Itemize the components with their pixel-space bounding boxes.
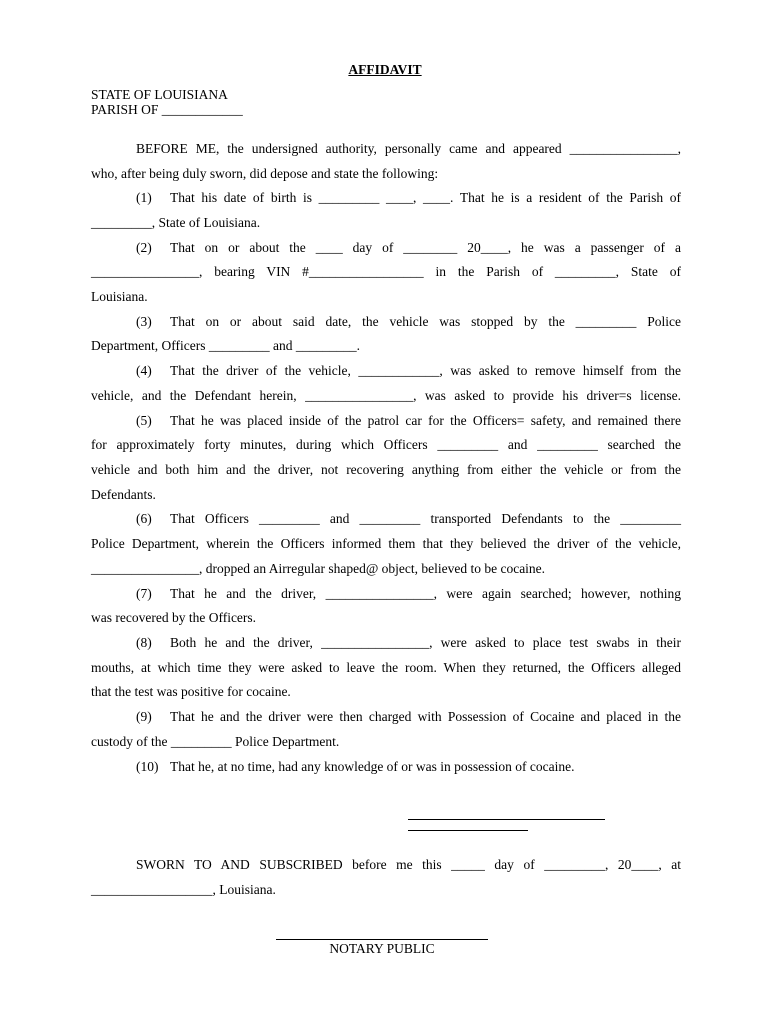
item-6-line-2: Police Department, wherein the Officers informed them that they believed the driver of the vehicle, [91, 536, 681, 551]
item-number: (4) [136, 363, 152, 378]
item-7-line-2: was recovered by the Officers. [91, 610, 257, 625]
item-number: (7) [136, 586, 152, 601]
item-5-line-2: for approximately forty minutes, during which Officers _________ and _________ searched the [91, 437, 681, 452]
item-text: That the driver of the vehicle, ____________, was asked to remove himself from the [170, 363, 681, 378]
item-number: (5) [136, 413, 152, 428]
item-6-line-3: ________________, dropped an Airregular shaped@ object, believed to be cocaine. [91, 561, 546, 576]
notary-public-label: NOTARY PUBLIC [329, 941, 435, 956]
intro-line-2: who, after being duly sworn, did depose and state the following: [91, 166, 439, 181]
item-5-line-4: Defendants. [91, 487, 156, 502]
state-line: STATE OF LOUISIANA [91, 87, 228, 102]
item-4-line-1 [136, 363, 681, 379]
item-4-line-2: vehicle, and the Defendant herein, ________________, was asked to provide his driver=s license. [91, 388, 681, 403]
affiant-signature-line [408, 819, 605, 820]
item-number: (1) [136, 190, 152, 205]
item-number: (3) [136, 314, 152, 329]
item-number: (9) [136, 709, 152, 724]
item-6-line-1 [136, 511, 681, 527]
item-2-line-2: ________________, bearing VIN #_________________ in the Parish of _________, State of [91, 264, 681, 279]
item-text: That Officers _________ and _________ transported Defendants to the _________ [170, 511, 681, 526]
affiant-name-line [408, 830, 528, 831]
item-2-line-3: Louisiana. [91, 289, 148, 304]
item-2-line-1 [136, 240, 681, 256]
item-8-line-2: mouths, at which time they were asked to leave the room. When they returned, the Officers alleged [91, 660, 681, 675]
item-text: That he was placed inside of the patrol car for the Officers= safety, and remained there [170, 413, 681, 428]
item-7-line-1 [136, 586, 681, 602]
item-5-line-3: vehicle and both him and the driver, not recovering anything from either the vehicle or from the [91, 462, 681, 477]
item-1-line-1 [136, 190, 681, 206]
item-number: (6) [136, 511, 152, 526]
item-8-line-1 [136, 635, 681, 651]
item-3-line-1 [136, 314, 681, 330]
parish-line: PARISH OF ____________ [91, 102, 243, 117]
item-number: (10) [136, 759, 159, 774]
document-title: AFFIDAVIT [348, 62, 422, 77]
sworn-line-2: __________________, Louisiana. [91, 882, 276, 897]
item-number: (8) [136, 635, 152, 650]
item-text: Both he and the driver, ________________, were asked to place test swabs in their [170, 635, 681, 650]
item-text: That he, at no time, had any knowledge of or was in possession of cocaine. [170, 759, 575, 774]
item-text: That his date of birth is _________ ____, ____. That he is a resident of the Parish of [170, 190, 681, 205]
notary-signature-line [276, 939, 488, 940]
item-text: That on or about the ____ day of ________ 20____, he was a passenger of a [170, 240, 681, 255]
item-text: That he and the driver were then charged with Possession of Cocaine and placed in the [170, 709, 681, 724]
sworn-line-1: SWORN TO AND SUBSCRIBED before me this _____ day of _________, 20____, at [136, 857, 681, 872]
item-text: That on or about said date, the vehicle was stopped by the _________ Police [170, 314, 681, 329]
item-9-line-2: custody of the _________ Police Department. [91, 734, 340, 749]
intro-line-1: BEFORE ME, the undersigned authority, personally came and appeared ________________, [136, 141, 681, 156]
item-10-line-1 [136, 759, 575, 775]
item-number: (2) [136, 240, 152, 255]
item-8-line-3: that the test was positive for cocaine. [91, 684, 291, 699]
item-5-line-1 [136, 413, 681, 429]
item-text: That he and the driver, ________________, were again searched; however, nothing [170, 586, 681, 601]
item-1-line-2: _________, State of Louisiana. [91, 215, 261, 230]
item-3-line-2: Department, Officers _________ and _________. [91, 338, 360, 353]
item-9-line-1 [136, 709, 681, 725]
